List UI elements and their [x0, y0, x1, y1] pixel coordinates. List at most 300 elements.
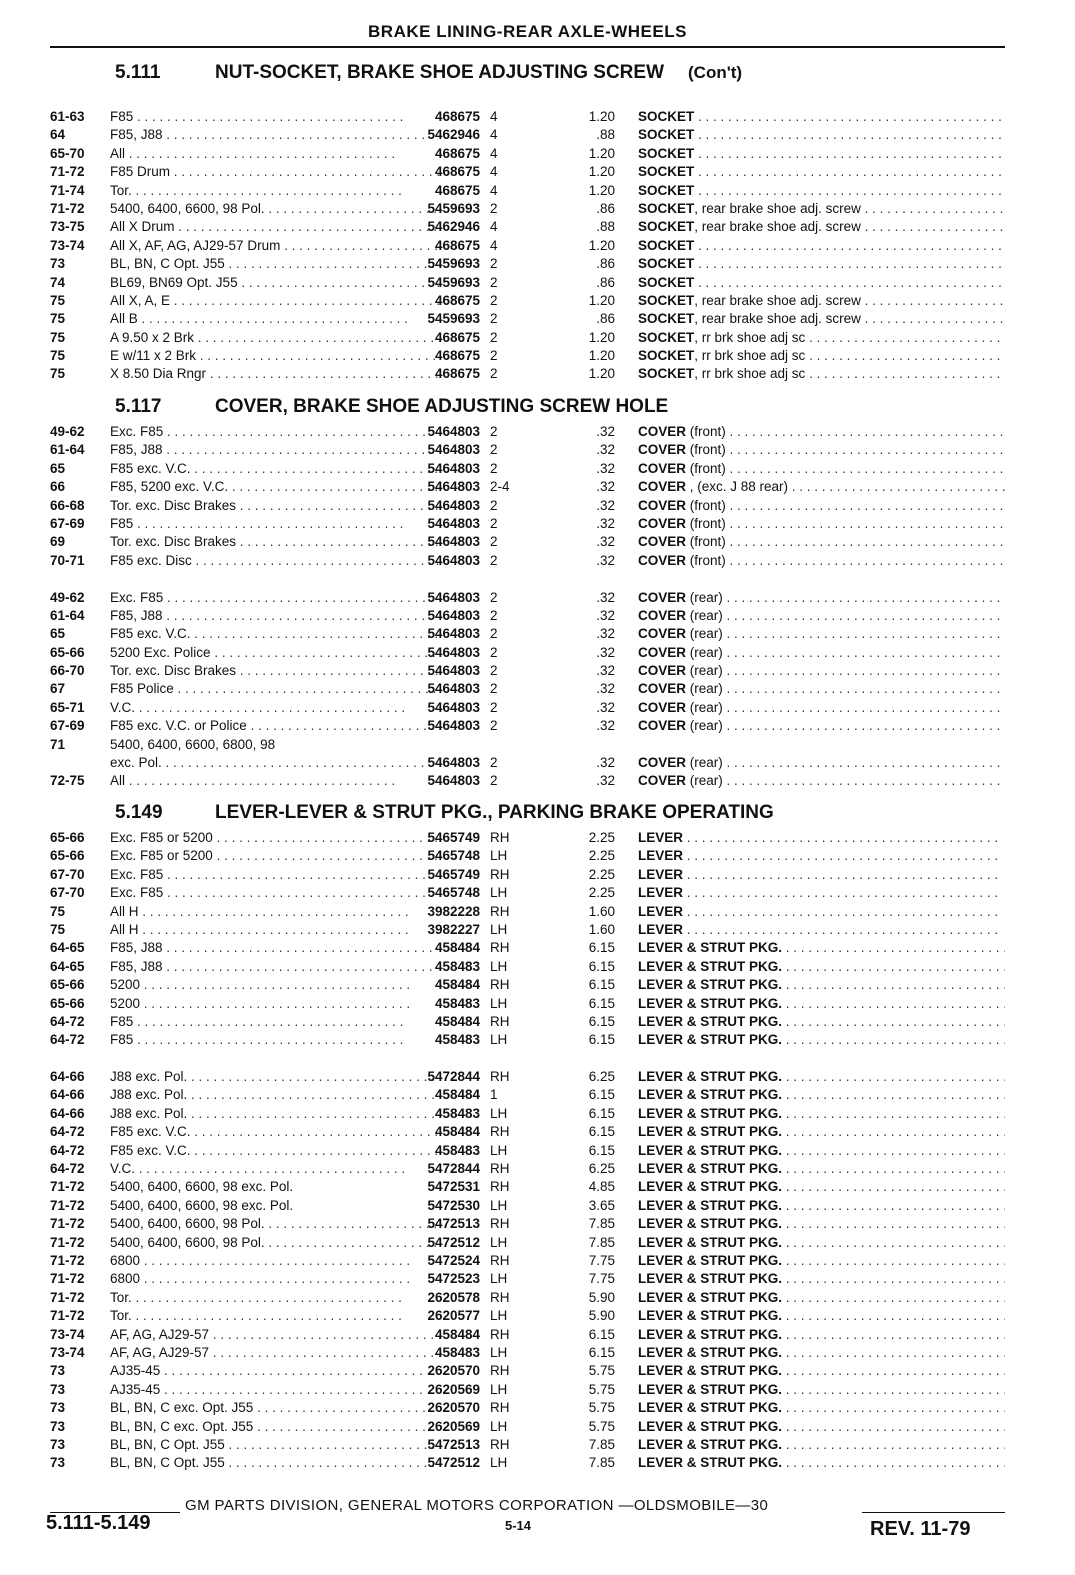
part-name-main: SOCKET [638, 292, 695, 308]
application: F85 Drum . . . [110, 163, 440, 181]
price: .88 [596, 127, 615, 143]
model-year: 61-64 [50, 607, 85, 623]
part-name-main: LEVER [638, 921, 684, 937]
model-year: 67 [50, 681, 66, 697]
price: 6.15 [588, 940, 615, 956]
application: All . . . [110, 772, 440, 790]
model-year: 73 [50, 1400, 66, 1416]
part-number: 2620578 [427, 1289, 480, 1305]
part-name-desc: , (exc. J 88 rear) [686, 479, 789, 495]
part-number: 5472844 [427, 1161, 480, 1177]
part-number: 2620577 [427, 1308, 480, 1324]
part-name-desc: , rear brake shoe adj. screw [694, 200, 861, 216]
model-year: 61-63 [50, 109, 85, 124]
model-year: 71-72 [50, 1234, 85, 1250]
price: 6.15 [588, 1142, 615, 1158]
price: 7.85 [588, 1436, 615, 1452]
part-name-main: COVER [638, 534, 687, 550]
header-rule [50, 46, 1005, 48]
application: E w/11 x 2 Brk . . . [110, 347, 440, 365]
application: V.C. . . . [110, 1160, 440, 1178]
table-row [50, 1234, 1005, 1252]
part-number: 5464803 [427, 534, 480, 550]
quantity: 4 [490, 182, 498, 198]
application: F85 . . . [110, 108, 440, 126]
application: F85 exc. V.C. . . . [110, 460, 440, 478]
table-row [50, 884, 1005, 902]
part-name-main: SOCKET [638, 366, 695, 382]
part-number: 5464803 [427, 755, 480, 771]
section-title-5117 [115, 396, 668, 418]
price: 1.20 [588, 182, 615, 198]
application: F85, J88 . . . [110, 441, 440, 459]
quantity: 2 [490, 515, 498, 531]
part-name-main: LEVER & STRUT PKG. [638, 1197, 783, 1213]
part-number: 5464803 [427, 681, 480, 697]
page-header: BRAKE LINING-REAR AXLE-WHEELS [368, 22, 687, 41]
application: All H . . . [110, 903, 440, 921]
model-year: 71-72 [50, 1197, 85, 1213]
part-name-main: LEVER & STRUT PKG. [638, 1234, 783, 1250]
model-year: 66 [50, 479, 66, 495]
table-row [50, 644, 1005, 662]
model-year: 75 [50, 903, 66, 919]
model-year: 65-66 [50, 995, 85, 1011]
application: Tor. . . . [110, 182, 440, 200]
quantity: LH [490, 1344, 508, 1360]
table-row [50, 939, 1005, 957]
model-year: 73-74 [50, 1326, 85, 1342]
application: F85 . . . [110, 515, 440, 533]
quantity: RH [490, 1216, 510, 1232]
table-row [50, 1160, 1005, 1178]
model-year: 66-68 [50, 497, 85, 513]
quantity: RH [490, 1161, 510, 1177]
price: .32 [596, 534, 615, 550]
model-year: 67-69 [50, 718, 85, 734]
quantity: RH [490, 1363, 510, 1379]
model-year: 73 [50, 1436, 66, 1452]
part-name [638, 1031, 1005, 1049]
model-year: 49-62 [50, 589, 85, 605]
table-row [50, 1031, 1005, 1049]
model-year: 65-70 [50, 145, 85, 161]
price: 5.75 [588, 1400, 615, 1416]
quantity: 2 [490, 663, 498, 679]
part-name-main: COVER [638, 663, 687, 679]
part-name-main: LEVER & STRUT PKG. [638, 1418, 783, 1434]
application: F85 exc. V.C. . . . [110, 1123, 440, 1141]
part-number: 3982227 [427, 921, 480, 937]
price: .32 [596, 626, 615, 642]
table-row [50, 607, 1005, 625]
part-name [638, 699, 1005, 717]
application: F85, J88 . . . [110, 958, 440, 976]
model-year: 71-72 [50, 1289, 85, 1305]
section-rows-5149 [50, 829, 1005, 1473]
quantity: 2 [490, 626, 498, 642]
section-rows-5117 [50, 423, 1005, 791]
part-name-main: SOCKET [638, 145, 695, 161]
part-name-desc: (front) [686, 497, 726, 513]
quantity: 2 [490, 589, 498, 605]
table-row [50, 1326, 1005, 1344]
part-name-main: COVER [638, 607, 687, 623]
price: 1.20 [588, 164, 615, 180]
part-name-main: COVER [638, 497, 687, 513]
model-year: 65 [50, 460, 66, 476]
table-row [50, 329, 1005, 347]
part-name-desc: , rr brk shoe adj sc [694, 348, 806, 364]
row-spacer [50, 570, 1005, 588]
part-name [638, 533, 1005, 551]
model-year: 65-71 [50, 699, 85, 715]
part-name [638, 680, 1005, 698]
quantity: RH [490, 1013, 510, 1029]
part-name-main: LEVER & STRUT PKG. [638, 1013, 783, 1029]
model-year: 75 [50, 366, 66, 382]
quantity: 2 [490, 644, 498, 660]
price: 1.20 [588, 145, 615, 161]
model-year: 65 [50, 626, 66, 642]
part-name-main: SOCKET [638, 127, 695, 143]
price: .88 [596, 219, 615, 235]
table-row [50, 699, 1005, 717]
application: BL, BN, C exc. Opt. J55 . . . [110, 1418, 440, 1436]
table-row [50, 1013, 1005, 1031]
part-name [638, 1436, 1005, 1454]
price: 6.15 [588, 1032, 615, 1048]
model-year: 64-66 [50, 1069, 85, 1085]
part-number: 468675 [434, 292, 480, 308]
model-year: 73-74 [50, 1344, 85, 1360]
part-number: 5465748 [427, 885, 480, 901]
section-number: 5.117 [115, 396, 162, 417]
table-row [50, 1436, 1005, 1454]
model-year: 61-64 [50, 442, 85, 458]
part-number: 5459693 [427, 311, 480, 327]
price: 6.15 [588, 1344, 615, 1360]
part-name [638, 1105, 1005, 1123]
part-name [638, 1123, 1005, 1141]
application: J88 exc. Pol. . . . [110, 1086, 440, 1104]
application: F85, J88 . . . [110, 607, 440, 625]
part-name [638, 884, 1005, 902]
part-name [638, 1013, 1005, 1031]
model-year: 69 [50, 534, 66, 550]
price: 2.25 [588, 848, 615, 864]
model-year: 71-72 [50, 200, 85, 216]
part-name [638, 1270, 1005, 1288]
part-number: 468675 [434, 237, 480, 253]
part-name-main: LEVER & STRUT PKG. [638, 1289, 783, 1305]
model-year: 71-74 [50, 182, 85, 198]
price: .32 [596, 515, 615, 531]
part-name-main: LEVER [638, 885, 684, 901]
model-year: 72-75 [50, 773, 85, 789]
part-number: 458483 [434, 1344, 480, 1360]
part-number: 5464803 [427, 663, 480, 679]
application: Tor. . . . [110, 1307, 440, 1325]
continued-label: (Con't) [688, 63, 743, 82]
price: .32 [596, 589, 615, 605]
part-number: 5472513 [427, 1436, 480, 1452]
part-number: 5472524 [427, 1252, 480, 1268]
application: F85 Police . . . [110, 680, 440, 698]
part-number: 5464803 [427, 460, 480, 476]
part-name-main: COVER [638, 755, 687, 771]
application: exc. Pol. . . . [110, 754, 440, 772]
quantity: 2 [490, 366, 498, 382]
price: .32 [596, 607, 615, 623]
table-row [50, 1289, 1005, 1307]
application: 5200 Exc. Police . . . [110, 644, 440, 662]
part-name [638, 218, 1005, 236]
application: BL69, BN69 Opt. J55 . . . [110, 274, 440, 292]
table-row [50, 1307, 1005, 1325]
part-name [638, 237, 1005, 255]
application: X 8.50 Dia Rngr . . . [110, 365, 440, 383]
application: A 9.50 x 2 Brk . . . [110, 329, 440, 347]
application: BL, BN, C Opt. J55 . . . [110, 1436, 440, 1454]
part-name-main: SOCKET [638, 109, 695, 124]
model-year: 71-72 [50, 164, 85, 180]
model-year: 67-70 [50, 866, 85, 882]
part-name [638, 329, 1005, 347]
part-number: 5472512 [427, 1234, 480, 1250]
part-number: 5472513 [427, 1216, 480, 1232]
model-year: 49-62 [50, 424, 85, 439]
part-name [638, 625, 1005, 643]
part-number: 468675 [434, 329, 480, 345]
part-number: 2620570 [427, 1400, 480, 1416]
part-number: 5472531 [427, 1179, 480, 1195]
price: 7.75 [588, 1271, 615, 1287]
quantity: RH [490, 866, 510, 882]
price: 4.85 [588, 1179, 615, 1195]
part-name [638, 1344, 1005, 1362]
application: Exc. F85 . . . [110, 589, 440, 607]
part-name [638, 607, 1005, 625]
price: 2.25 [588, 866, 615, 882]
part-number: 5472523 [427, 1271, 480, 1287]
application: All X, AF, AG, AJ29-57 Drum . . . [110, 237, 440, 255]
part-name [638, 829, 1005, 847]
row-spacer [50, 1050, 1005, 1068]
part-number: 468675 [434, 164, 480, 180]
quantity: 4 [490, 145, 498, 161]
table-row [50, 460, 1005, 478]
part-name-desc: (rear) [686, 699, 723, 715]
table-row [50, 441, 1005, 459]
part-name-desc: (rear) [686, 718, 723, 734]
part-name [638, 1399, 1005, 1417]
quantity: 2 [490, 534, 498, 550]
part-number: 3982228 [427, 903, 480, 919]
part-name-main: SOCKET [638, 164, 695, 180]
table-row [50, 662, 1005, 680]
part-name-main: LEVER & STRUT PKG. [638, 1344, 783, 1360]
part-name-desc: (rear) [686, 681, 723, 697]
quantity: LH [490, 1197, 508, 1213]
model-year: 74 [50, 274, 66, 290]
part-name-main: LEVER & STRUT PKG. [638, 1436, 783, 1452]
table-row [50, 182, 1005, 200]
model-year: 75 [50, 311, 66, 327]
footer-publisher: GM PARTS DIVISION, GENERAL MOTORS CORPORATION —OLDSMOBILE—30 [185, 1497, 769, 1514]
quantity: RH [490, 1124, 510, 1140]
application: F85 . . . [110, 1031, 440, 1049]
quantity: 4 [490, 219, 498, 235]
application: F85 . . . [110, 1013, 440, 1031]
part-name-main: LEVER & STRUT PKG. [638, 1455, 783, 1471]
table-row [50, 589, 1005, 607]
part-name-main: COVER [638, 626, 687, 642]
part-name [638, 1086, 1005, 1104]
table-row [50, 976, 1005, 994]
price: .32 [596, 424, 615, 439]
part-number: 458484 [434, 1087, 480, 1103]
part-name-desc: (front) [686, 515, 726, 531]
price: 2.25 [588, 885, 615, 901]
section-number: 5.111 [115, 62, 161, 83]
table-row [50, 515, 1005, 533]
part-name [638, 365, 1005, 383]
part-name-main: LEVER & STRUT PKG. [638, 1124, 783, 1140]
part-name [638, 1142, 1005, 1160]
part-number: 5464803 [427, 607, 480, 623]
part-number: 468675 [434, 366, 480, 382]
part-name [638, 1381, 1005, 1399]
price: .32 [596, 663, 615, 679]
part-number: 2620570 [427, 1363, 480, 1379]
application: All H . . . [110, 921, 440, 939]
table-row [50, 847, 1005, 865]
application: F85 exc. V.C. . . . [110, 1142, 440, 1160]
application: AF, AG, AJ29-57 . . . [110, 1344, 440, 1362]
table-row [50, 1454, 1005, 1472]
part-name-main: COVER [638, 515, 687, 531]
model-year: 73 [50, 256, 66, 272]
table-row [50, 292, 1005, 310]
part-name [638, 1068, 1005, 1086]
quantity: LH [490, 885, 508, 901]
quantity: 2 [490, 274, 498, 290]
price: .32 [596, 755, 615, 771]
part-number: 5464803 [427, 552, 480, 568]
part-name-main: LEVER [638, 848, 684, 864]
application: J88 exc. Pol. . . . [110, 1105, 440, 1123]
quantity: LH [490, 1455, 508, 1471]
quantity: RH [490, 1436, 510, 1452]
price: .32 [596, 497, 615, 513]
application: 5400, 6400, 6600, 98 Pol. . . . [110, 1234, 440, 1252]
model-year: 64-65 [50, 940, 85, 956]
part-number: 468675 [434, 109, 480, 124]
application: 5200 . . . [110, 976, 440, 994]
table-row [50, 108, 1005, 126]
price: 6.15 [588, 1013, 615, 1029]
part-name-desc: (rear) [686, 589, 723, 605]
footer-rule-right [862, 1512, 1005, 1513]
part-name-desc: (rear) [686, 663, 723, 679]
price: .32 [596, 718, 615, 734]
application: Exc. F85 or 5200 . . . [110, 847, 440, 865]
part-name [638, 145, 1005, 163]
part-name [638, 1215, 1005, 1233]
application: All X, A, E . . . [110, 292, 440, 310]
model-year: 71-72 [50, 1252, 85, 1268]
quantity: LH [490, 1418, 508, 1434]
model-year: 64-72 [50, 1032, 85, 1048]
quantity: 2 [490, 755, 498, 771]
part-number: 5459693 [427, 274, 480, 290]
price: 1.60 [588, 921, 615, 937]
part-name [638, 939, 1005, 957]
part-name-main: COVER [638, 424, 687, 439]
section-title-5111 [115, 62, 742, 84]
price: 7.85 [588, 1216, 615, 1232]
part-name-desc: (front) [686, 534, 726, 550]
quantity: 2 [490, 348, 498, 364]
application: All . . . [110, 145, 440, 163]
part-number: 5465748 [427, 848, 480, 864]
part-name [638, 772, 1005, 790]
part-name-main: LEVER & STRUT PKG. [638, 1161, 783, 1177]
price: 5.75 [588, 1418, 615, 1434]
part-name [638, 1197, 1005, 1215]
model-year: 73-75 [50, 219, 85, 235]
price: 6.15 [588, 1105, 615, 1121]
section-heading: COVER, BRAKE SHOE ADJUSTING SCREW HOLE [215, 396, 669, 417]
part-name [638, 976, 1005, 994]
quantity: 2 [490, 460, 498, 476]
table-row [50, 1142, 1005, 1160]
table-row [50, 478, 1005, 496]
table-row [50, 1086, 1005, 1104]
price: .32 [596, 442, 615, 458]
part-name-main: COVER [638, 552, 687, 568]
model-year: 71-72 [50, 1216, 85, 1232]
quantity: LH [490, 1308, 508, 1324]
quantity: RH [490, 1252, 510, 1268]
part-name [638, 1178, 1005, 1196]
quantity: RH [490, 1326, 510, 1342]
part-name [638, 478, 1005, 496]
section-heading: LEVER-LEVER & STRUT PKG., PARKING BRAKE OPERATING [215, 802, 774, 823]
quantity: LH [490, 995, 508, 1011]
part-number: 458483 [434, 995, 480, 1011]
quantity: RH [490, 940, 510, 956]
part-name-main: LEVER & STRUT PKG. [638, 1069, 783, 1085]
quantity: LH [490, 1271, 508, 1287]
application: Tor. . . . [110, 1289, 440, 1307]
quantity: LH [490, 1234, 508, 1250]
price: 6.25 [588, 1069, 615, 1085]
table-row [50, 1344, 1005, 1362]
table-row [50, 274, 1005, 292]
price: 1.20 [588, 348, 615, 364]
price: 3.65 [588, 1197, 615, 1213]
table-row [50, 497, 1005, 515]
quantity: RH [490, 903, 510, 919]
quantity: 2 [490, 329, 498, 345]
part-name-main: LEVER & STRUT PKG. [638, 1032, 783, 1048]
part-name-desc: (rear) [686, 773, 723, 789]
quantity: 2 [490, 773, 498, 789]
table-row [50, 145, 1005, 163]
table-row [50, 1215, 1005, 1233]
